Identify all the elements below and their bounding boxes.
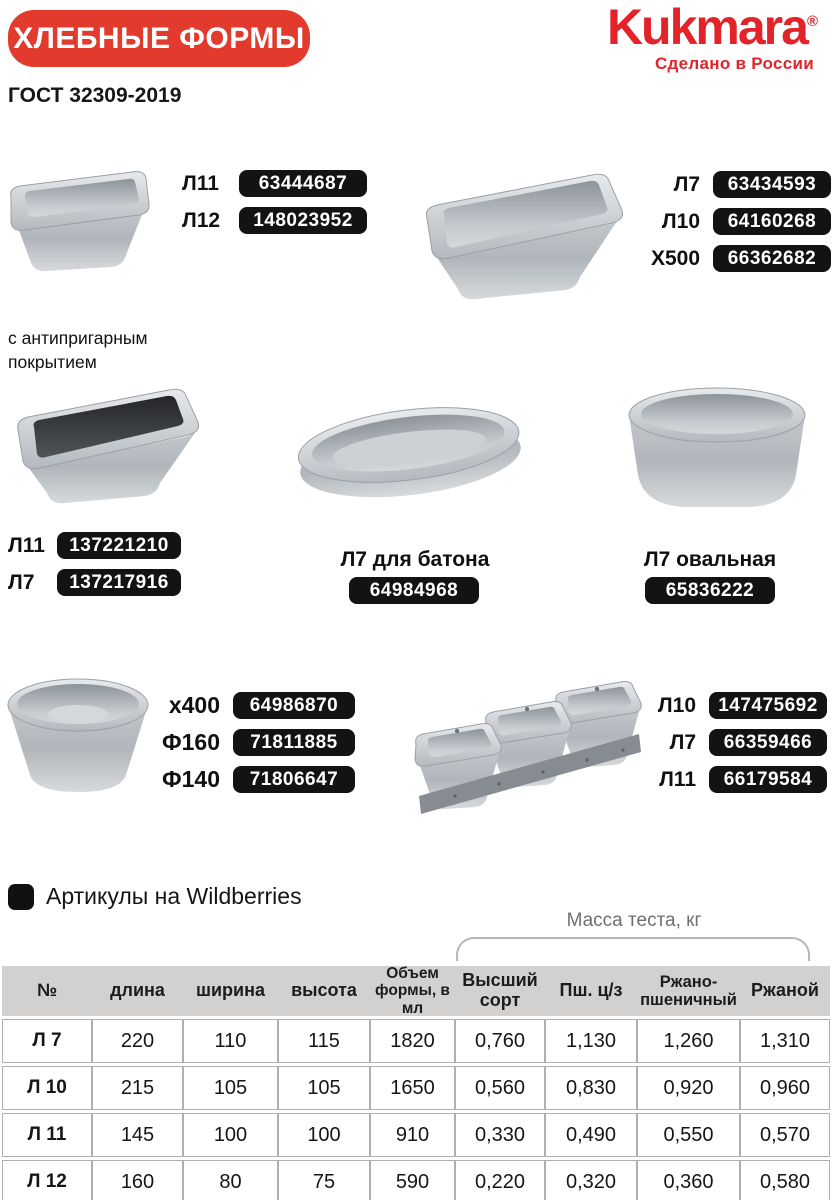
model-label: Л11 — [182, 171, 219, 195]
table-cell: 0,960 — [740, 1066, 830, 1110]
table-cell: 0,560 — [455, 1066, 545, 1110]
column-header: Ржано-пшеничный — [637, 966, 740, 1016]
nonstick-note: с антипригарным покрытием — [8, 328, 148, 372]
article-code-badge: 63444687 — [239, 170, 367, 197]
table-cell: 0,550 — [637, 1113, 740, 1157]
table-cell: 0,490 — [545, 1113, 637, 1157]
articles-section-title: Артикулы на Wildberries — [46, 883, 302, 909]
table-cell: 75 — [278, 1160, 370, 1200]
column-header: Пш. ц/з — [545, 966, 637, 1016]
article-code-badge: 137221210 — [57, 532, 181, 559]
model-label: Л7 — [8, 570, 35, 594]
article-row — [642, 208, 831, 235]
table-cell: 115 — [278, 1019, 370, 1063]
table-cell: 110 — [183, 1019, 278, 1063]
article-code-badge: 64986870 — [233, 692, 355, 719]
table-cell: 0,920 — [637, 1066, 740, 1110]
article-row — [642, 245, 831, 272]
article-code-badge: 66362682 — [713, 245, 831, 272]
round-pan-articles — [158, 692, 355, 803]
column-header: Высший сорт — [455, 966, 545, 1016]
table-cell: 80 — [183, 1160, 278, 1200]
triple-pan-image — [413, 670, 643, 842]
model-label: Л11 — [8, 533, 45, 557]
article-row — [640, 766, 827, 793]
table-cell: 0,580 — [740, 1160, 830, 1200]
article-code-badge: 65836222 — [645, 577, 775, 604]
column-header: Объем формы, в мл — [370, 966, 455, 1016]
article-row — [640, 729, 827, 756]
article-row — [182, 170, 367, 197]
article-code-badge: 71811885 — [233, 729, 355, 756]
table-cell: 0,220 — [455, 1160, 545, 1200]
category-badge: ХЛЕБНЫЕ ФОРМЫ — [8, 10, 310, 67]
column-header: № — [2, 966, 92, 1016]
oval-pan-caption: Л7 овальная — [643, 548, 777, 571]
wildberries-icon — [8, 884, 34, 910]
brand-tagline: Сделано в России — [654, 54, 814, 73]
gost-standard: ГОСТ 32309-2019 — [8, 84, 182, 107]
article-row — [158, 766, 355, 793]
table-cell: 0,830 — [545, 1066, 637, 1110]
table-cell: 105 — [278, 1066, 370, 1110]
oval-pan-image — [618, 375, 816, 515]
table-cell: 1,260 — [637, 1019, 740, 1063]
registered-mark-icon: ® — [806, 13, 818, 30]
dough-mass-bracket — [456, 937, 810, 961]
article-row — [640, 692, 827, 719]
model-label: Л12 — [182, 208, 221, 232]
table-cell: 0,330 — [455, 1113, 545, 1157]
square-pan-articles — [182, 170, 367, 244]
table-cell: 1650 — [370, 1066, 455, 1110]
article-code-badge: 147475692 — [709, 692, 827, 719]
table-cell: 100 — [278, 1113, 370, 1157]
table-cell: 220 — [92, 1019, 183, 1063]
nonstick-pan-image — [8, 372, 213, 518]
brand-logo — [607, 2, 818, 72]
article-code-badge: 66179584 — [709, 766, 827, 793]
table-cell: 0,320 — [545, 1160, 637, 1200]
model-label: Л10 — [657, 693, 696, 717]
dimensions-table — [2, 966, 830, 1200]
table-cell: 1,310 — [740, 1019, 830, 1063]
article-code-badge: 64984968 — [349, 577, 479, 604]
column-header: высота — [278, 966, 370, 1016]
article-code-badge: 148023952 — [239, 207, 367, 234]
article-row — [8, 532, 181, 559]
table-cell: 105 — [183, 1066, 278, 1110]
table-cell: 1820 — [370, 1019, 455, 1063]
table-cell: 910 — [370, 1113, 455, 1157]
article-row — [158, 692, 355, 719]
model-label: Л7 — [673, 172, 700, 196]
model-label: Ф140 — [161, 766, 220, 792]
model-label: Ф160 — [161, 729, 220, 755]
article-code-badge: 137217916 — [57, 569, 181, 596]
table-cell: 145 — [92, 1113, 183, 1157]
article-row — [158, 729, 355, 756]
article-code-badge: 64160268 — [713, 208, 831, 235]
model-label: Х500 — [650, 246, 700, 270]
model-label: Л10 — [661, 209, 700, 233]
table-cell: 100 — [183, 1113, 278, 1157]
dough-mass-label: Масса теста, кг — [566, 910, 702, 931]
article-row — [182, 207, 367, 234]
table-cell: 590 — [370, 1160, 455, 1200]
model-label: x400 — [168, 692, 220, 718]
baton-pan-image — [287, 388, 532, 512]
article-code-badge: 66359466 — [709, 729, 827, 756]
table-cell: 1,130 — [545, 1019, 637, 1063]
table-cell: Л 7 — [2, 1019, 92, 1063]
table-cell: Л 11 — [2, 1113, 92, 1157]
table-cell: Л 12 — [2, 1160, 92, 1200]
article-row — [642, 171, 831, 198]
table-cell: 0,360 — [637, 1160, 740, 1200]
baton-pan-caption: Л7 для батона — [340, 548, 490, 571]
column-header: длина — [92, 966, 183, 1016]
table-cell: 0,760 — [455, 1019, 545, 1063]
brand-name: Kukmara — [606, 0, 807, 55]
loaf-pan-image — [415, 158, 640, 316]
model-label: Л7 — [669, 730, 696, 754]
loaf-pan-articles — [642, 171, 831, 282]
square-pan-image — [3, 157, 153, 285]
round-pan-image — [2, 665, 154, 799]
triple-pan-articles — [640, 692, 827, 803]
article-code-badge: 71806647 — [233, 766, 355, 793]
table-cell: Л 10 — [2, 1066, 92, 1110]
model-label: Л11 — [659, 767, 696, 791]
article-row — [8, 569, 181, 596]
nonstick-pan-articles — [8, 532, 181, 606]
article-code-badge: 63434593 — [713, 171, 831, 198]
table-cell: 160 — [92, 1160, 183, 1200]
column-header: ширина — [183, 966, 278, 1016]
table-cell: 215 — [92, 1066, 183, 1110]
column-header: Ржаной — [740, 966, 830, 1016]
table-cell: 0,570 — [740, 1113, 830, 1157]
